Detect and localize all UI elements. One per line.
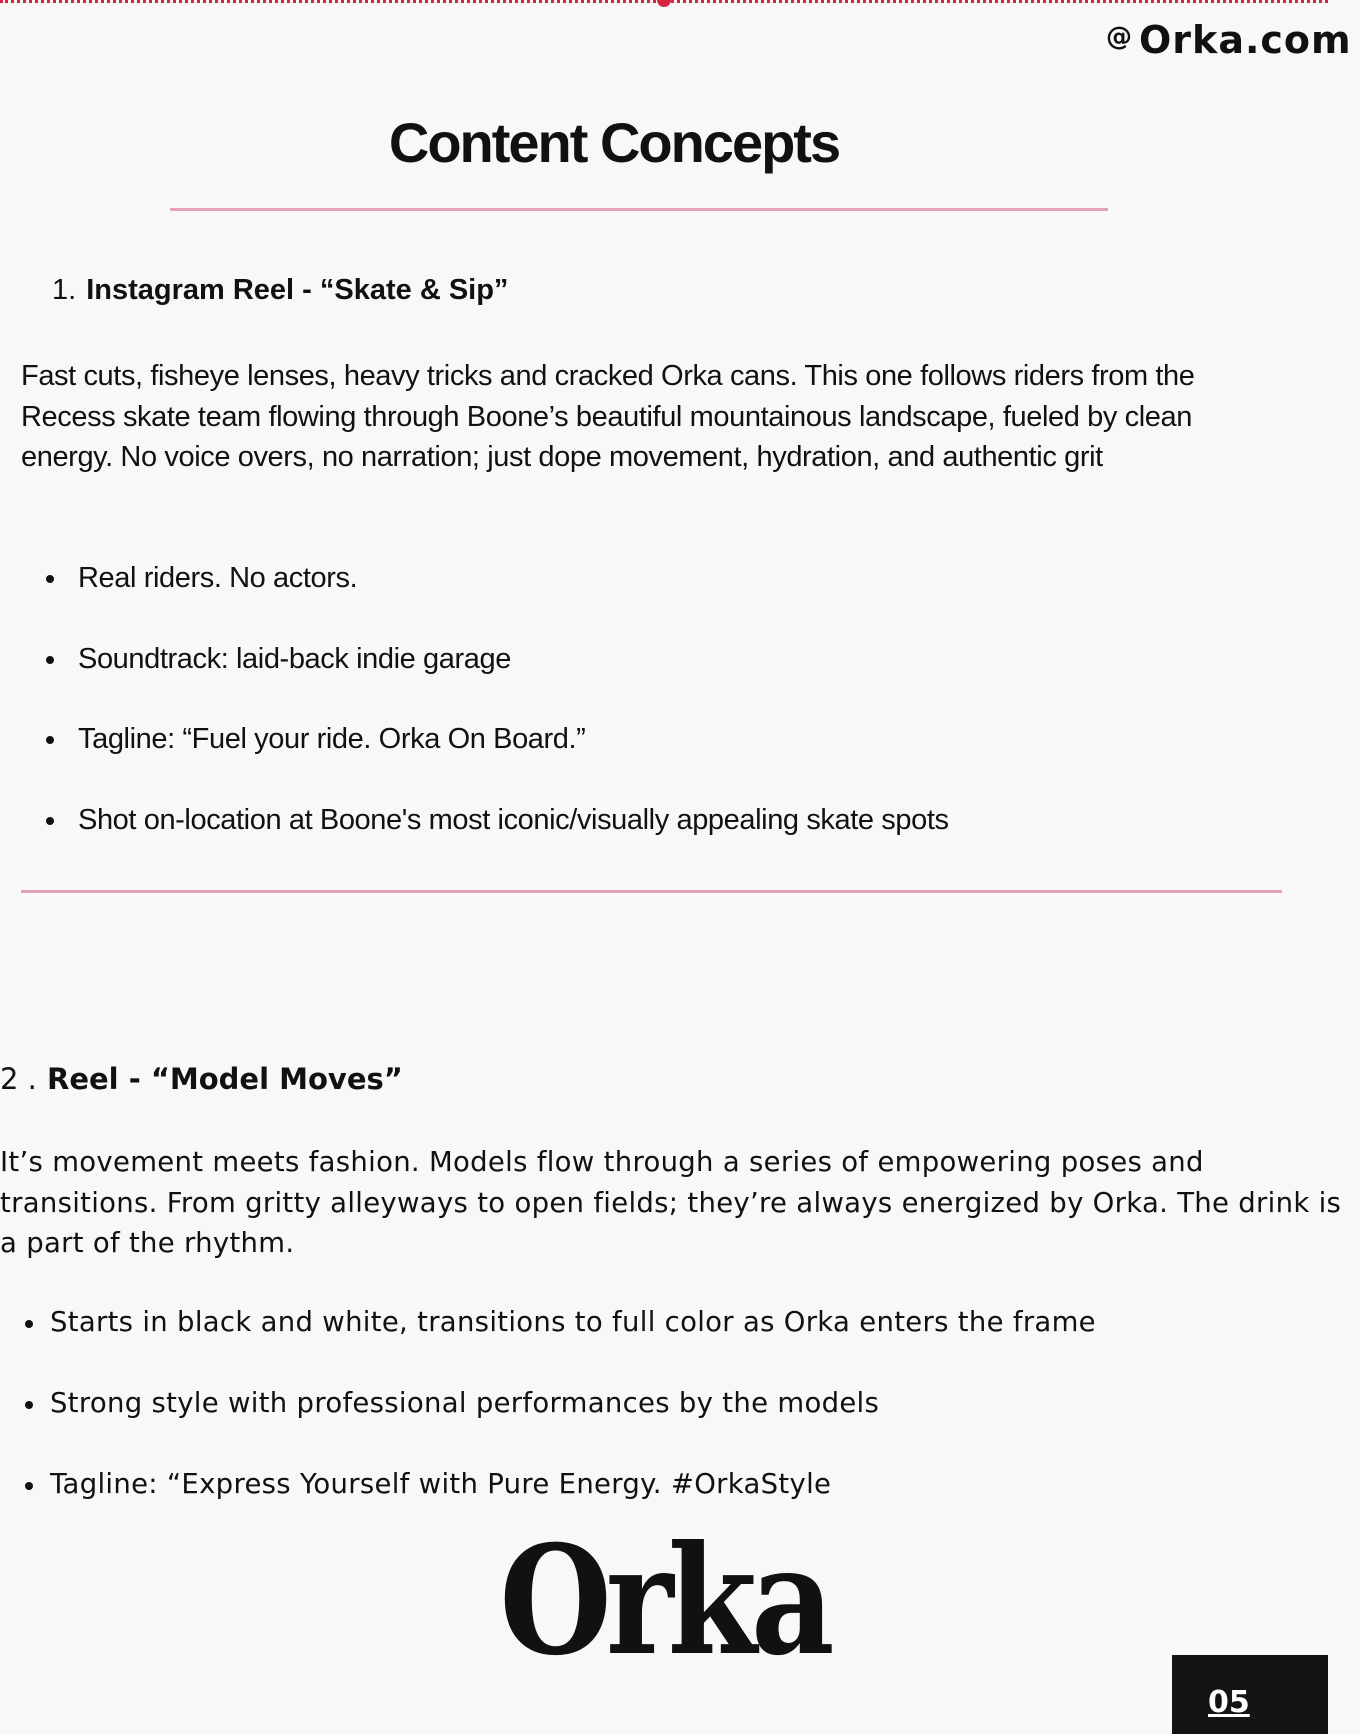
- section2-title: Reel - “Model Moves”: [36, 1062, 403, 1096]
- section1-body: Fast cuts, fisheye lenses, heavy tricks and cracked Orka cans. This one follows riders from the Recess skate team flowing through Boone’s beautiful mountainous landscape, fueled by clean energy. No voice overs, no narration; just dope movement, hydration, and authentic grit: [21, 360, 1195, 473]
- list-item: Real riders. No actors.: [0, 558, 949, 639]
- section2-number: 2 .: [0, 1062, 37, 1096]
- page-number-box: [1172, 1655, 1328, 1734]
- section2-heading: [0, 1062, 403, 1096]
- website-handle: [1106, 18, 1352, 62]
- page-number: 05: [1208, 1685, 1250, 1720]
- section1-bullet-list: [0, 558, 949, 880]
- list-item: Soundtrack: laid-back indie garage: [0, 639, 949, 720]
- section1-title: Instagram Reel - “Skate & Sip”: [86, 274, 509, 306]
- website-name: Orka.com: [1139, 18, 1352, 62]
- list-item: Tagline: “Express Yourself with Pure Energy. #OrkaStyle: [0, 1464, 1096, 1545]
- section2-body: It’s movement meets fashion. Models flow through a series of empowering poses and transitions. From gritty alleyways to open fields; they’re always energized by Orka. The drink is a part of the rhythm.: [0, 1146, 1342, 1259]
- at-sign: @: [1106, 22, 1133, 52]
- list-item: Shot on-location at Boone's most iconic/visually appealing skate spots: [0, 800, 949, 881]
- title-divider: [170, 208, 1108, 211]
- orka-logo: Orka: [499, 1513, 829, 1689]
- list-item: Starts in black and white, transitions to full color as Orka enters the frame: [0, 1302, 1096, 1383]
- list-item: Tagline: “Fuel your ride. Orka On Board.”: [0, 719, 949, 800]
- section-divider: [21, 890, 1282, 893]
- section1-number: 1.: [52, 274, 77, 306]
- section1-heading: [52, 274, 508, 307]
- list-item: Strong style with professional performances by the models: [0, 1383, 1096, 1464]
- top-accent-dot: [657, 0, 671, 7]
- page-title: Content Concepts: [388, 111, 840, 174]
- section2-bullet-list: [0, 1302, 1096, 1545]
